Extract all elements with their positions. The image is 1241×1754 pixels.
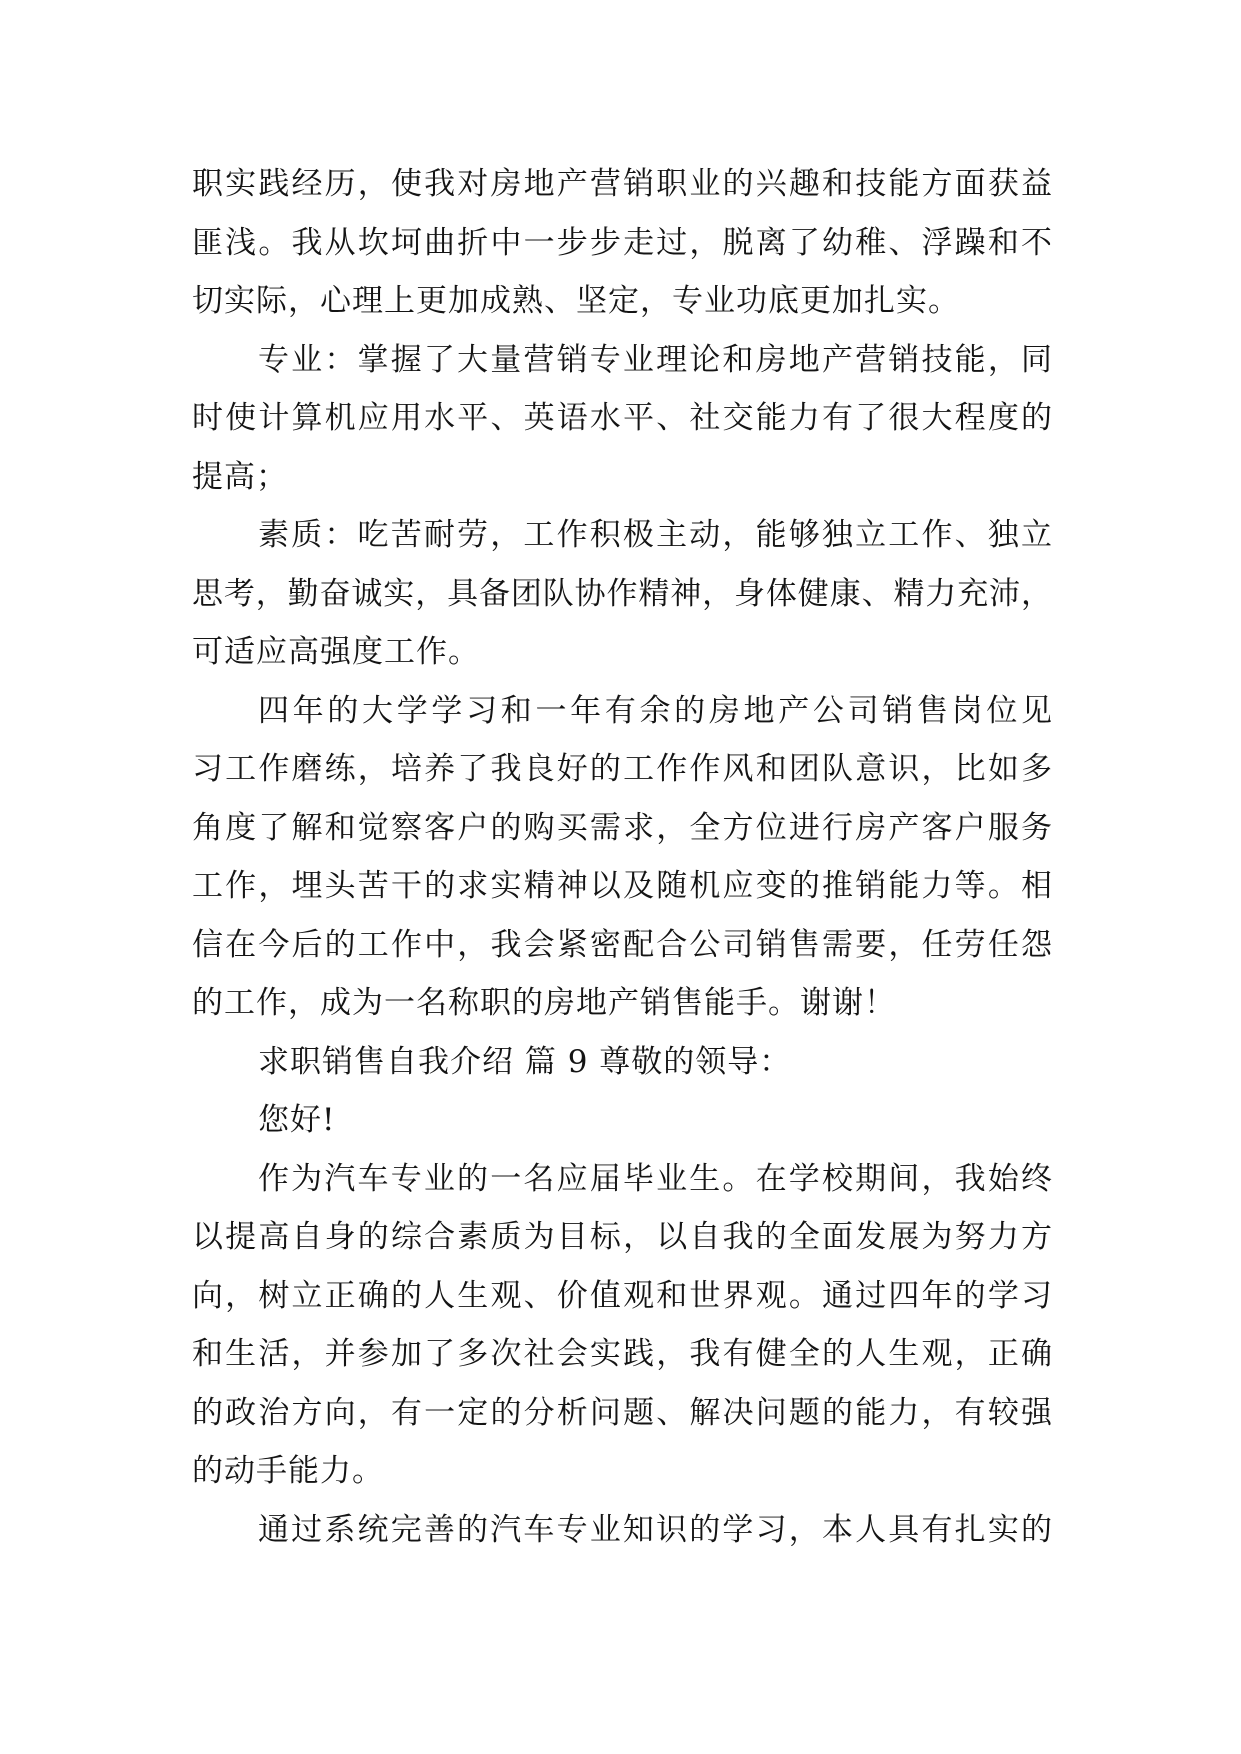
text-line: 专业：掌握了大量营销专业理论和房地产营销技能，同 <box>258 341 1052 378</box>
text-line: 思考，勤奋诚实，具备团队协作精神，身体健康、精力充沛， <box>192 575 1052 612</box>
paragraph-skills <box>192 331 1052 507</box>
paragraph-experience <box>192 682 1052 1033</box>
text-line: 可适应高强度工作。 <box>192 634 480 670</box>
greeting-line: 您好! <box>258 1102 336 1138</box>
document-body <box>192 155 1052 1559</box>
text-line: 职实践经历，使我对房地产营销职业的兴趣和技能方面获益 <box>192 166 1052 202</box>
text-line: 素质：吃苦耐劳，工作积极主动，能够独立工作、独立 <box>258 517 1052 553</box>
text-line: 角度了解和觉察客户的购买需求，全方位进行房产客户服务 <box>192 809 1052 846</box>
text-line: 和生活，并参加了多次社会实践，我有健全的人生观，正确 <box>192 1336 1052 1372</box>
paragraph-continued <box>192 155 1052 331</box>
text-line: 的动手能力。 <box>192 1453 384 1489</box>
paragraph-introduction <box>192 1150 1052 1501</box>
text-line: 匪浅。我从坎坷曲折中一步步走过，脱离了幼稚、浮躁和不 <box>192 224 1052 261</box>
section-heading-line: 求职销售自我介绍 篇 9 尊敬的领导： <box>258 1043 792 1080</box>
text-line: 以提高自身的综合素质为目标，以自我的全面发展为努力方 <box>192 1219 1052 1255</box>
text-line: 通过系统完善的汽车专业知识的学习，本人具有扎实的 <box>258 1511 1052 1548</box>
section-heading <box>192 1033 1052 1092</box>
text-line: 向，树立正确的人生观、价值观和世界观。通过四年的学习 <box>192 1277 1052 1314</box>
text-line: 切实际，心理上更加成熟、坚定，专业功底更加扎实。 <box>192 283 960 319</box>
text-line: 提高； <box>192 458 288 495</box>
text-line: 四年的大学学习和一年有余的房地产公司销售岗位见 <box>258 692 1052 729</box>
text-line: 的政治方向，有一定的分析问题、解决问题的能力，有较强 <box>192 1394 1052 1431</box>
text-line: 作为汽车专业的一名应届毕业生。在学校期间，我始终 <box>258 1160 1052 1197</box>
text-line: 信在今后的工作中，我会紧密配合公司销售需要，任劳任怨 <box>192 926 1052 963</box>
text-line: 的工作，成为一名称职的房地产销售能手。谢谢！ <box>192 985 896 1021</box>
greeting <box>192 1091 1052 1150</box>
paragraph-qualities <box>192 506 1052 682</box>
paragraph-knowledge <box>192 1501 1052 1560</box>
text-line: 习工作磨练，培养了我良好的工作作风和团队意识，比如多 <box>192 751 1052 787</box>
text-line: 时使计算机应用水平、英语水平、社交能力有了很大程度的 <box>192 400 1052 436</box>
text-line: 工作，埋头苦干的求实精神以及随机应变的推销能力等。相 <box>192 868 1052 904</box>
